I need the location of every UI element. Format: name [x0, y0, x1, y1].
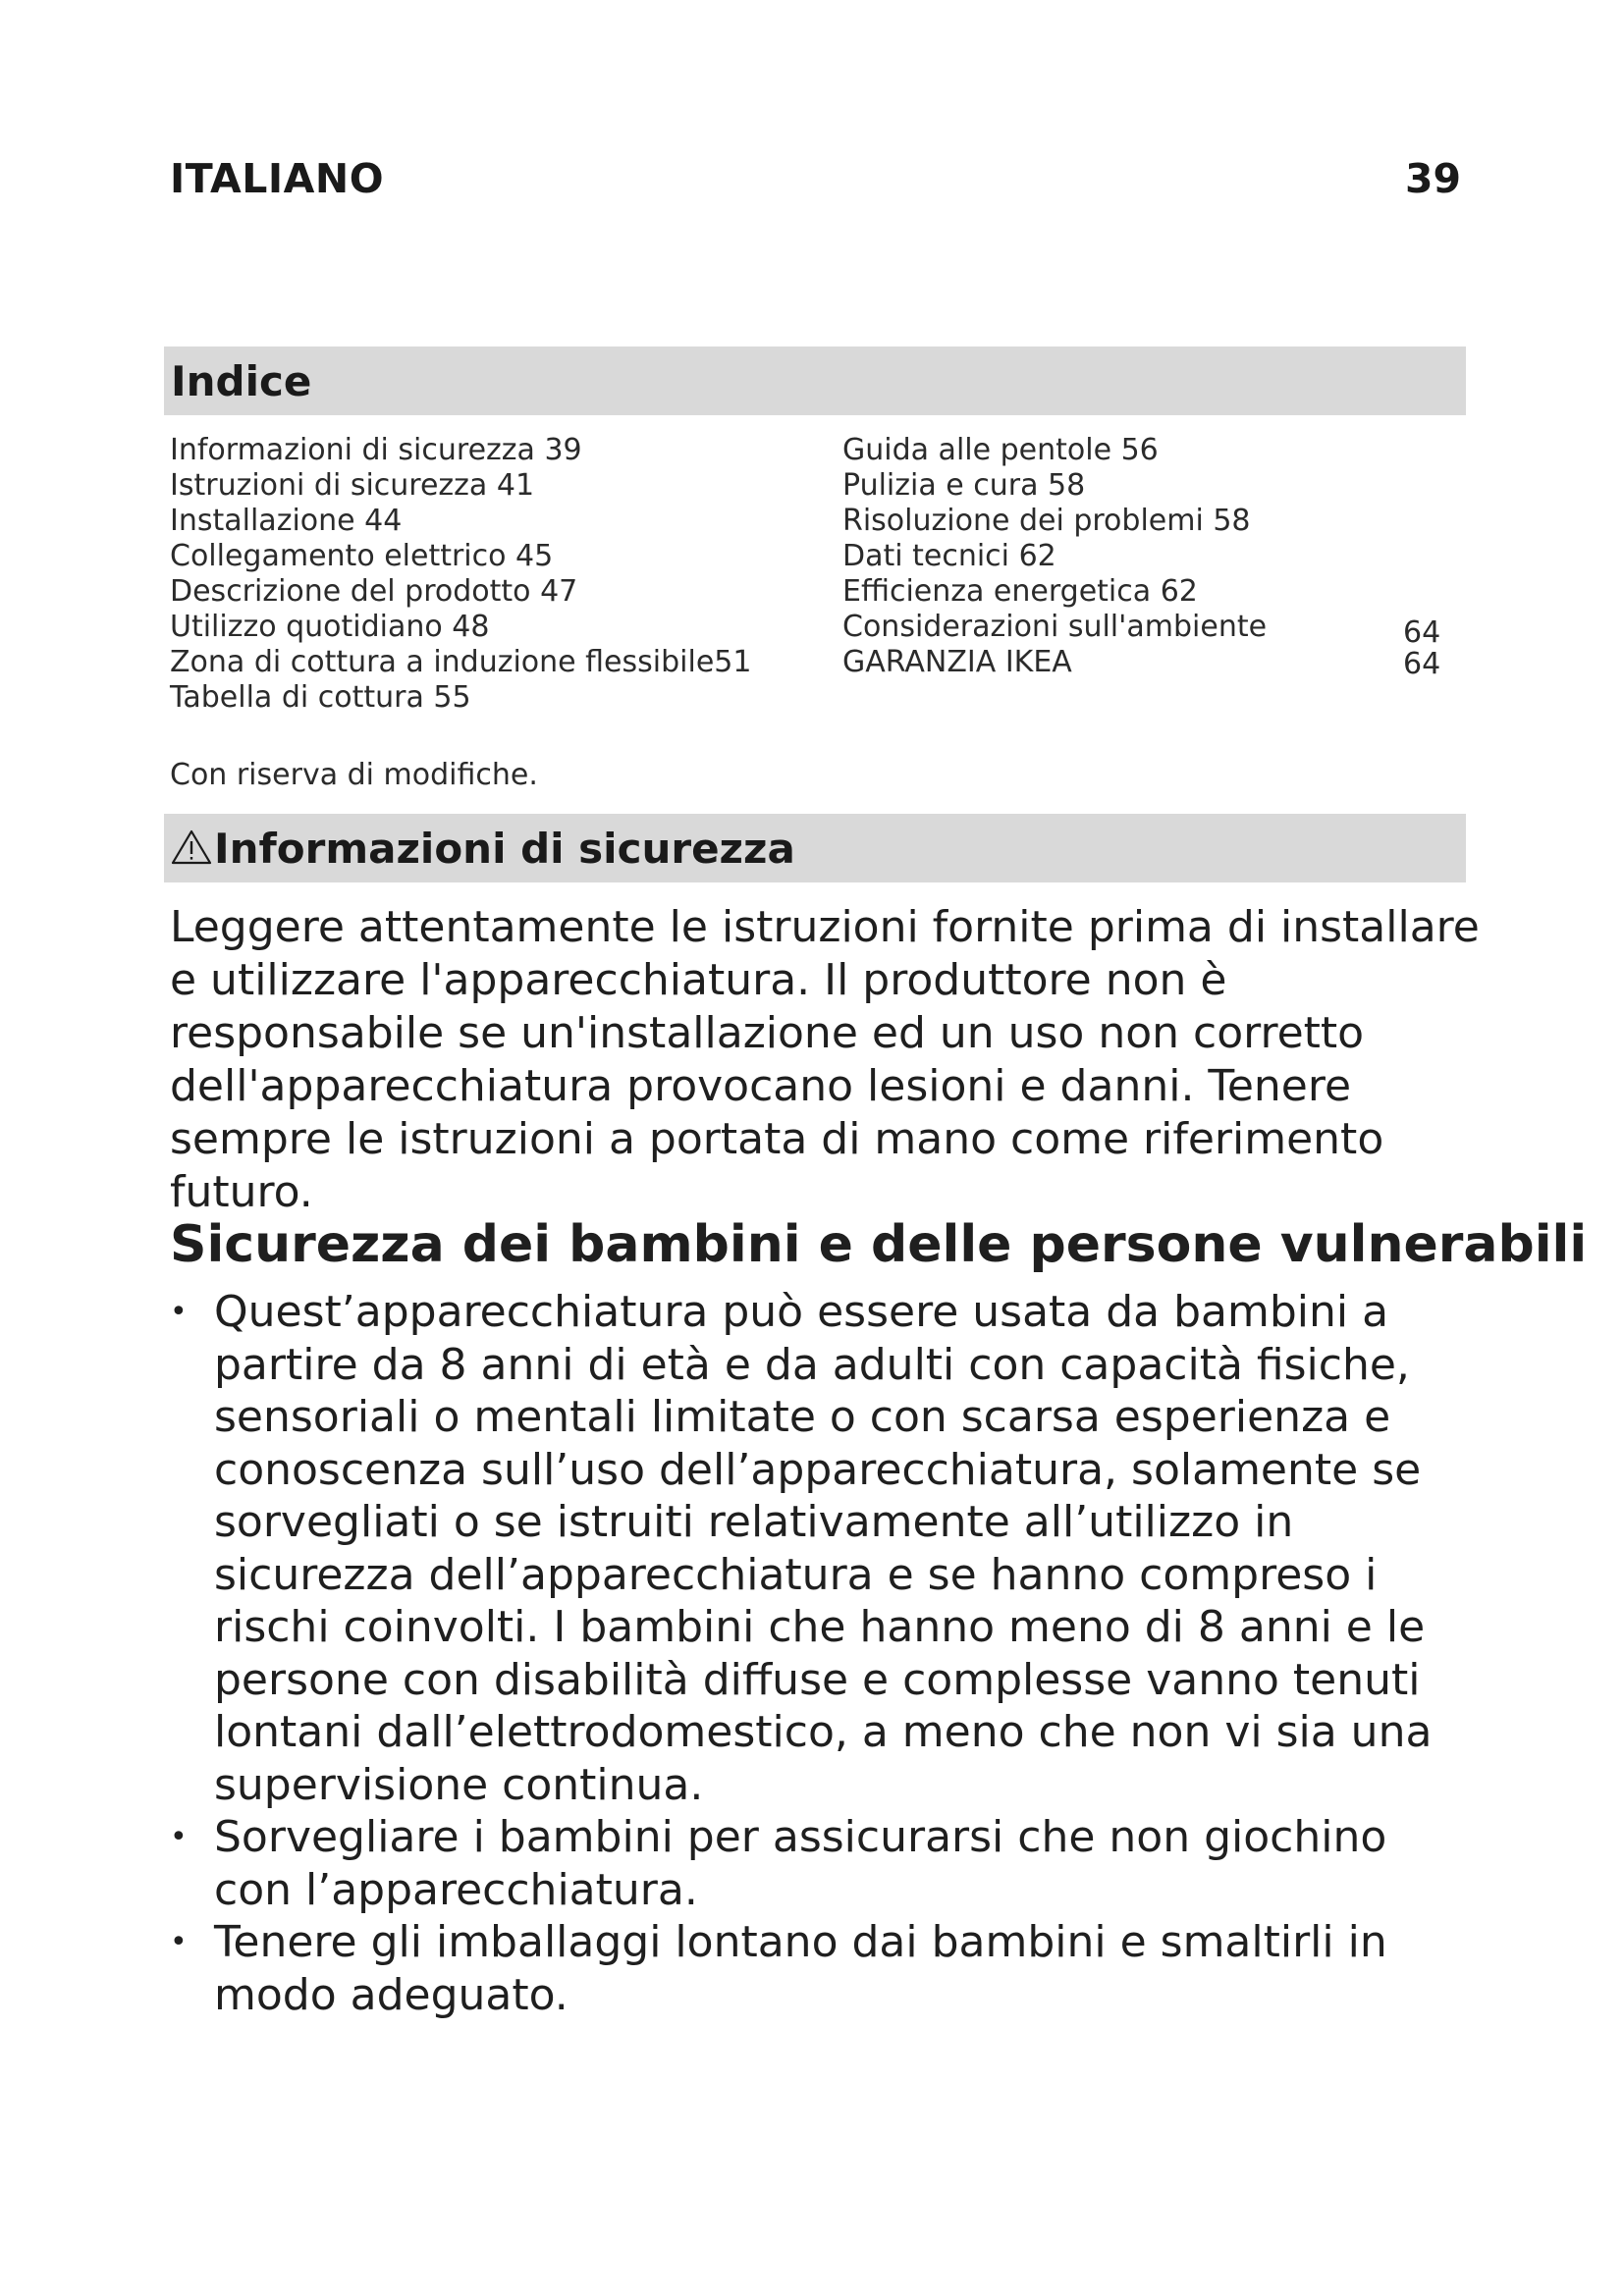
toc-item-page: 55 [433, 680, 471, 715]
warning-triangle-icon [171, 829, 212, 865]
toc-item-label: Tabella di cottura [170, 680, 424, 715]
list-item-text: Quest’apparecchiatura può essere usata da bambini a partire da 8 anni di età e da adulti con capacità fisiche, sensoriali o mentali limitate o con scarsa esperienza e conoscenza sull’uso dell’apparecchiatura, solamente se sorvegliati o se istruiti relativamente all’utilizzo in sicurezza dell’apparecchiatura e se hanno compreso i rischi coinvolti. I bambini che hanno meno di 8 anni e le persone con disabilità diffuse e complesse vanno tenuti lontani dall’elettrodomestico, a meno che non vi sia una supervisione continua. [214, 1287, 1433, 1810]
toc-item-page: 48 [452, 610, 490, 644]
toc-item-label: Installazione [170, 504, 355, 538]
toc-item-page: 45 [515, 539, 554, 573]
toc-item[interactable] [170, 433, 838, 468]
list-item [170, 1916, 1476, 2021]
children-safety-heading: Sicurezza dei bambini e delle persone vulnerabili [170, 1215, 1588, 1274]
toc-item[interactable] [842, 539, 1451, 574]
toc-item[interactable] [170, 574, 838, 610]
toc-item[interactable] [170, 610, 838, 645]
toc-item-label: Informazioni di sicurezza [170, 433, 535, 467]
children-safety-list [170, 1286, 1476, 2021]
toc-item-page: 64 [1403, 615, 1441, 650]
list-item-text: Sorvegliare i bambini per assicurarsi che non giochino con l’apparecchiatura. [214, 1812, 1387, 1915]
toc-item-page: 56 [1120, 433, 1159, 467]
toc-item-label: Utilizzo quotidiano [170, 610, 443, 644]
toc-item-page: 47 [540, 574, 578, 609]
toc-item-label: Istruzioni di sicurezza [170, 468, 488, 503]
toc-left-column [170, 433, 838, 716]
page-number: 39 [1404, 155, 1461, 202]
toc-item[interactable] [842, 504, 1451, 539]
toc-item[interactable] [170, 680, 838, 716]
toc-item-label: Risoluzione dei problemi [842, 504, 1204, 538]
toc-right-column [842, 433, 1451, 680]
toc-item-page: 58 [1048, 468, 1086, 503]
safety-header-bar [164, 814, 1466, 882]
toc-item-page: 41 [496, 468, 535, 503]
list-item-text: Tenere gli imballaggi lontano dai bambini e smaltirli in modo adeguato. [214, 1917, 1387, 2020]
toc-item-label: Efficienza energetica [842, 574, 1152, 609]
toc-item[interactable] [170, 645, 838, 680]
toc-item-page: 39 [544, 433, 582, 467]
toc-item-page: 44 [364, 504, 403, 538]
toc-item[interactable] [842, 468, 1451, 504]
safety-title: Informazioni di sicurezza [214, 824, 795, 873]
toc-item-label: Guida alle pentole [842, 433, 1112, 467]
safety-intro-paragraph: Leggere attentamente le istruzioni fornite prima di installare e utilizzare l'apparecchiatura. Il produttore non è responsabile se un'installazione ed un uso non corretto dell'apparecchiatura provocano lesioni e danni. Tenere sempre le istruzioni a portata di mano come riferimento futuro. [170, 902, 1480, 1217]
bullet-icon: • [170, 1925, 188, 1959]
toc-item[interactable] [842, 574, 1451, 610]
toc-item[interactable] [170, 504, 838, 539]
change-notice: Con riserva di modifiche. [170, 758, 538, 792]
toc-title: Indice [171, 356, 312, 405]
bullet-icon: • [170, 1295, 188, 1329]
language-label: ITALIANO [170, 155, 385, 202]
toc-item-page: 62 [1160, 574, 1198, 609]
toc-item-label: Pulizia e cura [842, 468, 1039, 503]
bullet-icon: • [170, 1820, 188, 1854]
toc-item-page: 62 [1018, 539, 1056, 573]
toc-item[interactable] [842, 433, 1451, 468]
toc-item[interactable] [842, 645, 1451, 680]
toc-item-label: Considerazioni sull'ambiente [842, 610, 1268, 644]
toc-item-label: GARANZIA IKEA [842, 645, 1072, 679]
toc-item[interactable] [842, 610, 1451, 650]
toc-item-label: Collegamento elettrico [170, 539, 507, 573]
toc-item-label: Descrizione del prodotto [170, 574, 531, 609]
list-item [170, 1811, 1476, 1916]
toc-item-page: 58 [1213, 504, 1251, 538]
toc-item[interactable] [170, 539, 838, 574]
toc-header-bar [164, 347, 1466, 415]
toc-item[interactable] [170, 468, 838, 504]
toc-item-page: 51 [714, 645, 752, 679]
toc-item-label: Zona di cottura a induzione flessibile [170, 645, 715, 679]
toc-item-label: Dati tecnici [842, 539, 1010, 573]
toc-item-page: 64 [1403, 647, 1441, 681]
list-item [170, 1286, 1476, 1811]
